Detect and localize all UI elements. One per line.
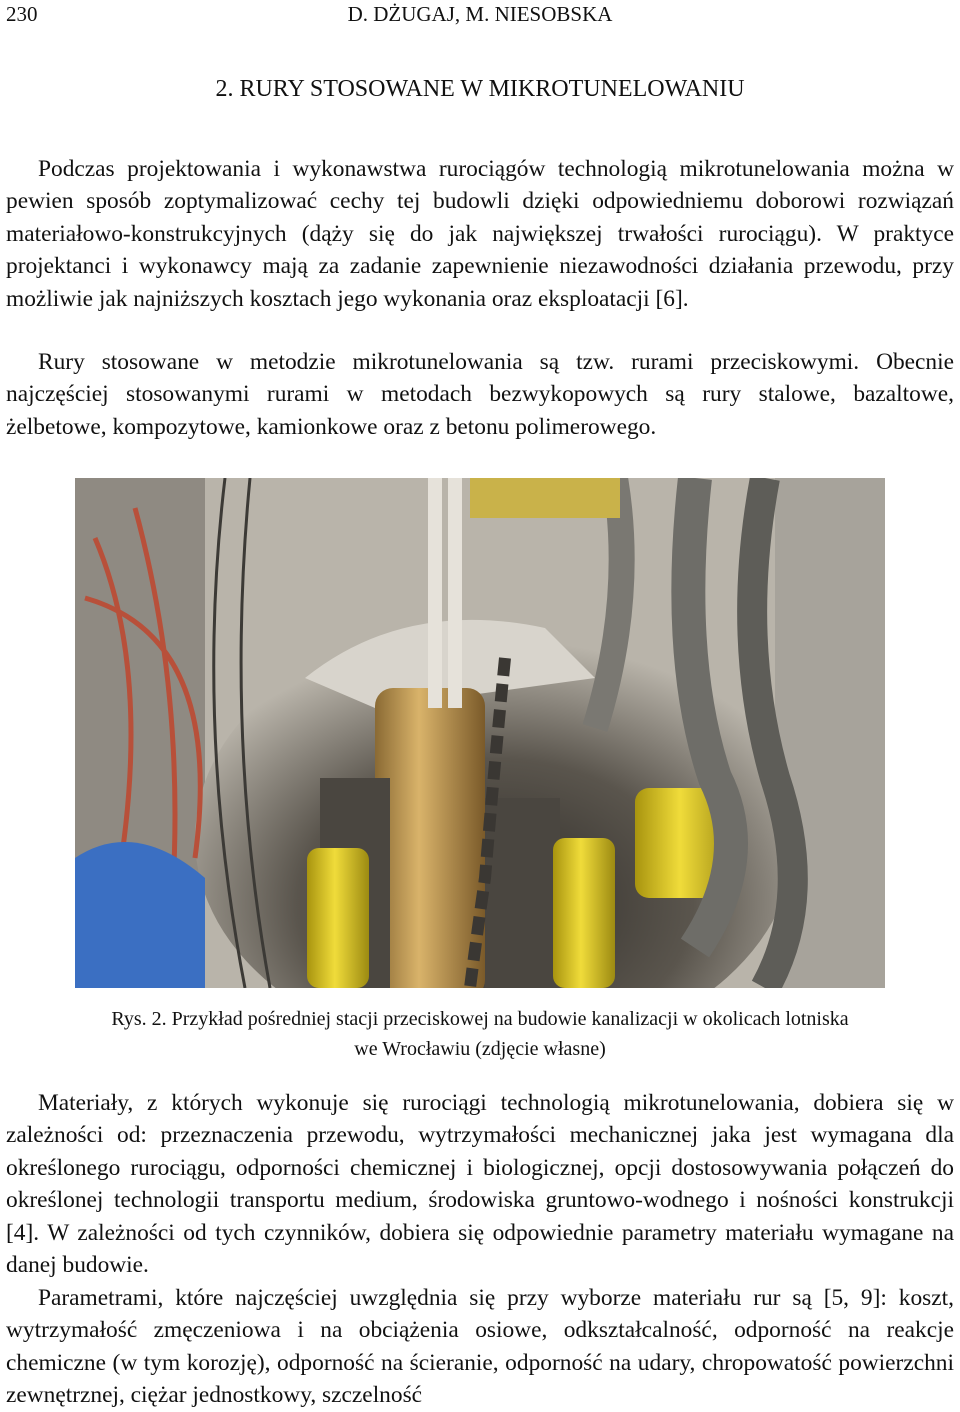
figure-photo-jacking-station [75, 478, 885, 988]
paragraph-pipe-types: Rury stosowane w metodzie mikrotunelowania są tzw. rurami przeciskowymi. Obecnie najczęściej stosowanymi rurami w metodach bezwykopowych są rury stalowe, bazaltowe, żelbetowe, kompozytowe, kamionkowe oraz z betonu polimerowego. [6, 349, 954, 440]
yellow-jack-left [307, 848, 369, 988]
right-grate [485, 798, 560, 988]
paragraph-parameters: Parametrami, które najczęściej uwzględnia się przy wyborze materiału rur są [5, 9]: koszt, wytrzymałość zmęczeniowa i na obciążenia osiowe, odkształcalność, odporność na reakcje chemiczne (w tym korozję), odporność na ścieranie, odporność na udary, chropowatość powierzchni zewnętrznej, ciężar jednostkowy, szczelność [6, 1285, 954, 1409]
blue-tarp [75, 842, 205, 988]
photo-illustration [75, 478, 885, 988]
running-head-authors: D. DŻUGAJ, M. NIESOBSKA [347, 2, 613, 26]
yellow-jack-center [553, 838, 615, 988]
paragraph-material-selection: Materiały, z których wykonuje się rurociągi technologią mikrotunelowania, dobiera się w zależności od: przeznaczenia przewodu, wytrzymałości mechanicznej jaka jest wymagana dla określonego rurociągu, odporności chemicznej i biologicznej, opcji dostosowywania połączeń do określonej technologii transportu medium, środowiska gruntowo-wodnego i nośności konstrukcji [4]. W zależności od tych czynników, dobiera się odpowiednie parametry materiału wymagane na danej budowie. [6, 1090, 954, 1279]
page-header [0, 2, 960, 30]
page-number: 230 [6, 2, 38, 26]
section-heading: 2. RURY STOSOWANE W MIKROTUNELOWANIU [215, 76, 745, 102]
caption-line-2: we Wrocławiu (zdjęcie własne) [354, 1038, 606, 1060]
crane-hook-block [470, 478, 620, 518]
tan-pipe [375, 688, 485, 988]
caption-line-1: Rys. 2. Przykład pośredniej stacji przeciskowej na budowie kanalizacji w okolicach lotniska [111, 1008, 849, 1030]
paragraph-intro: Podczas projektowania i wykonawstwa rurociągów technologią mikrotunelowania można w pewien sposób zoptymalizować cechy tej budowli dzięki odpowiedniemu doborowi rozwiązań materiałowo-konstrukcyjnych (dąży się do jak największej trwałości rurociągu). W praktyce projektanci i wykonawcy mają za zadanie zapewnienie niezawodności działania przewodu, przy możliwie jak najniższych kosztach jego wykonania oraz eksploatacji [6]. [6, 156, 954, 312]
figure-caption [0, 1004, 960, 1064]
